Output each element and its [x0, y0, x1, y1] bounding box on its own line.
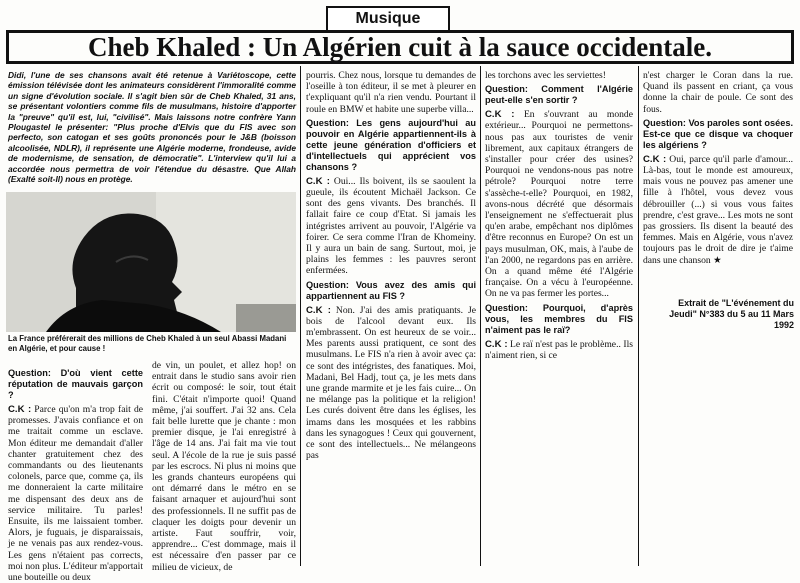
- article-column-4: [485, 70, 633, 566]
- article-paragraph: n'est charger le Coran dans la rue. Quand ils passent en criant, ça vous donne la chair de poule. Ce sont des fous.: [643, 70, 793, 115]
- article-column-3: [306, 70, 476, 566]
- article-column-2: [152, 360, 296, 573]
- article-paragraph: pourris. Chez nous, lorsque tu demandes de l'oseille à ton éditeur, il se met à pleurer en t'expliquant qu'il n'a rien vendu. Pourtant il roule en BMW et habite une superbe villa...: [306, 70, 476, 115]
- interview-answer: [485, 339, 633, 361]
- interview-answer: [8, 404, 143, 583]
- interview-question: Question: Les gens aujourd'hui au pouvoir en Algérie appartiennent-ils à cette jeune génération d'officiers et d'intellectuels qui apprécient vos chansons ?: [306, 117, 476, 172]
- article-column-1: [8, 368, 143, 583]
- interview-answer: [306, 176, 476, 277]
- article-paragraph: de vin, un poulet, et allez hop! on entrait dans le studio sans avoir rien écrit ou composé: le soir, tout était fini. C'était n'importe quoi! Quand même, j'ai souffert. J'ai 32 ans. Cela fait belle lurette que je chante : mon premier disque, je l'ai enregistré à l'âge de 14 ans. J'ai fait ma vie tout seul. A l'école de la rue je suis passé par les escrocs. Ni plus ni moins que les grands chanteurs européens qui ont démarré dans le métro en se faisant arnaquer et aujourd'hui sont des professionnels. Il ne suffit pas de claquer les doigts pour devenir un artiste. Faut souffrir, voir, apprendre... C'est dommage, mais il est nécessaire d'en passer par ce milieu de vicieux, de: [152, 360, 296, 573]
- column-rule: [480, 66, 481, 566]
- photo-caption: La France préférerait des millions de Cheb Khaled à un seul Abassi Madani en Algérie, et pour cause !: [8, 334, 287, 353]
- column-rule: [638, 66, 639, 566]
- answer-text: Oui... Ils boivent, ils se saoulent la gueule, ils écoutent Michaël Jackson. Ce sont des gens vivants. Des branchés. Il fallait faire ce coup d'Etat. Si jamais les intégristes arrivent au pouvoir, l'Algérie va foirer. Ce sera comme l'Iran de Khomeiny. Il y aura un bain de sang. Surtout, moi, je plains les femmes : les pauvres seront enfermées.: [306, 175, 476, 277]
- answer-text: Non. J'ai des amis pratiquants. Je bois de l'alcool devant eux. Ils m'embrassent. On est heureux de se voir... Mes parents aussi pratiquent, ce sont des musulmans. Le FIS n'a rien à avoir avec ça: ce sont des intégristes, des fanatiques. Moi, Madani, Bel Hadj, tout ça, je les mets dans une grande marmite et je les fais cuire... On ne mélange pas la politique et la religion! Les curés doivent être dans les églises, les imams dans les mosquées et les rabbins dans les synagogues ! Ceux qui gouvernent, ce sont des intellectuels... Ne mélangeons pas: [306, 304, 476, 462]
- article-paragraph: les torchons avec les serviettes!: [485, 70, 606, 81]
- answer-speaker: C.K :: [485, 338, 508, 350]
- interview-answer: [643, 154, 793, 266]
- answer-text: Le raï n'est pas le problème.. Ils n'aiment rien, si ce: [485, 338, 633, 361]
- article-headline: Cheb Khaled : Un Algérien cuit à la sauce occidentale.: [6, 30, 794, 64]
- interview-question: Question: D'où vient cette réputation de mauvais garçon ?: [8, 368, 143, 400]
- answer-speaker: C.K :: [643, 153, 667, 165]
- column-rule: [300, 66, 301, 566]
- source-credit: Extrait de "L'événement du Jeudi" N°383 du 5 au 11 Mars 1992: [669, 298, 794, 330]
- interview-answer: [485, 109, 633, 299]
- answer-speaker: C.K :: [485, 109, 515, 121]
- portrait-image: [6, 192, 296, 332]
- answer-speaker: C.K :: [306, 175, 330, 187]
- article-column-5: [643, 70, 793, 290]
- article-intro: Didi, l'une de ses chansons avait été retenue à Variétoscope, cette émission télévisée dont les animateurs considèrent l'immoralité comme un signe d'évolution sociale. Il s'agit bien sûr de Cheb Khaled, 31 ans, se présentant volontiers comme fils de musulmans, histoire d'apporter la "preuve" qu'il est, lui, "civilisé". Mais laissons notre confrère Yann Plougastel le présenter: "Plus proche d'Elvis que du FIS avec son perfecto, son catogan et ses goûts prononcés pour le J&B (boisson alcoolisée, NDLR), il représente une Algérie moderne, frondeuse, avide de modernisme, de sensation, de démocratie". L'interview qu'il lui a accordée nous permettra de voir l'étendue du désastre. Que Allah (Exalté soit-Il) nous en protège.: [8, 70, 296, 185]
- answer-text: Parce qu'on m'a trop fait de promesses. J'avais confiance et on me traitait comme un esclave. Mon éditeur me demandait d'aller chanter gratuitement chez des commandants ou des lieutenants colonels, parce que, comme ça, ils me donneraient la carte militaire me dispensant des deux ans de service militaire. Tu parles! Ensuite, ils me laissaient tomber. Alors, je fuguais, je disparaissais, je ne venais pas aux rendez-vous. Les gens n'étaient pas corrects, moi non plus. L'éditeur m'apportait une bouteille ou deux: [8, 404, 143, 583]
- section-label: Musique: [326, 6, 450, 32]
- answer-text: En s'ouvrant au monde extérieur... Pourquoi ne permettons-nous pas aux touristes de venir librement, aux capitaux étrangers de s'installer pour créer des usines? Pourquoi ne vendons-nous pas notre pétrole? Pourquoi notre terre s'assèche-t-elle? Pourquoi, en 1982, avons-nous décrété que désormais l'enseignement ne s'effectuerait plus qu'en arabe, empêchant nos diplômes d'être reconnus en Europe? On est un pays musulman, OK, mais, à l'aube de l'an 2000, ne regardons pas en arrière. On a quand même été l'Algérie française. On a vécu à l'européenne. On ne va pas fermer les portes...: [485, 109, 633, 300]
- interview-question: Question: Pourquoi, d'après vous, les membres du FIS n'aiment pas le raï?: [485, 302, 633, 335]
- answer-text: Oui, parce qu'il parle d'amour... Là-bas, tout le monde est amoureux, mais vous ne pouvez pas amener une fille à l'hôtel, vous devez vous débrouiller (...) si vous vous faites prendre, c'est grave... Les mots ne sont pas grossiers. Ils disent la beauté des femmes. Mais en Algérie, vous n'avez toujours pas le droit de dire je t'aime dans une chanson ★: [643, 153, 793, 266]
- singer-photo: [6, 192, 296, 332]
- interview-question: Question: Comment l'Algérie peut-elle s'en sortir ?: [485, 84, 633, 106]
- answer-speaker: C.K :: [306, 304, 331, 316]
- interview-question: Question: Vos paroles sont osées. Est-ce que ce disque va choquer les algériens ?: [643, 117, 793, 150]
- interview-answer: [306, 305, 476, 462]
- answer-speaker: C.K :: [8, 404, 32, 415]
- interview-question: Question: Vous avez des amis qui appartiennent au FIS ?: [306, 279, 476, 301]
